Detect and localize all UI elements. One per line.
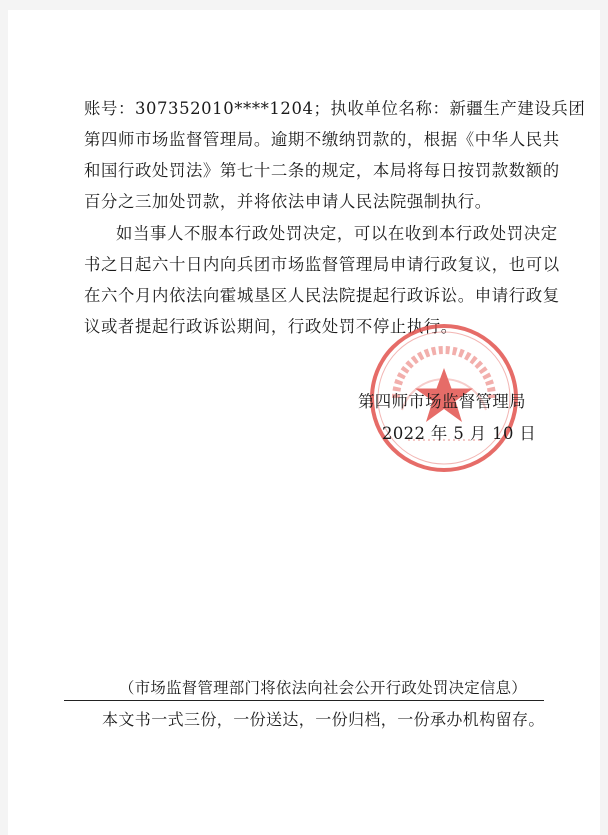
body-line-1: 账号：307352010****1204；执收单位名称：新疆生产建设兵团 [84, 99, 586, 118]
scan-border-right [600, 0, 608, 835]
body-line-7: 在六个月内依法向霍城垦区人民法院提起行政诉讼。申请行政复 [84, 286, 560, 305]
body-line-3: 和国行政处罚法》第七十二条的规定，本局将每日按罚款数额的 [84, 161, 560, 180]
issuing-authority: 第四师市场监督管理局 [358, 392, 526, 411]
body-line-6: 书之日起六十日内向兵团市场监督管理局申请行政复议，也可以 [84, 255, 560, 274]
copies-statement: 本文书一式三份，一份送达，一份归档，一份承办机构留存。 [102, 710, 545, 729]
body-line-2: 第四师市场监督管理局。逾期不缴纳罚款的，根据《中华人民共 [84, 130, 560, 149]
footer-rule [64, 700, 544, 701]
body-line-8: 议或者提起行政诉讼期间，行政处罚不停止执行。 [84, 317, 458, 336]
body-line-4: 百分之三加处罚款，并将依法申请人民法院强制执行。 [84, 192, 492, 211]
issue-date: 2022 年 5 月 10 日 [382, 424, 537, 443]
scan-border-top [0, 0, 608, 10]
body-line-5: 如当事人不服本行政处罚决定，可以在收到本行政处罚决定 [116, 224, 558, 243]
public-disclosure-notice: （市场监督管理部门将依法向社会公开行政处罚决定信息） [119, 679, 527, 697]
scan-border-left [0, 0, 8, 835]
